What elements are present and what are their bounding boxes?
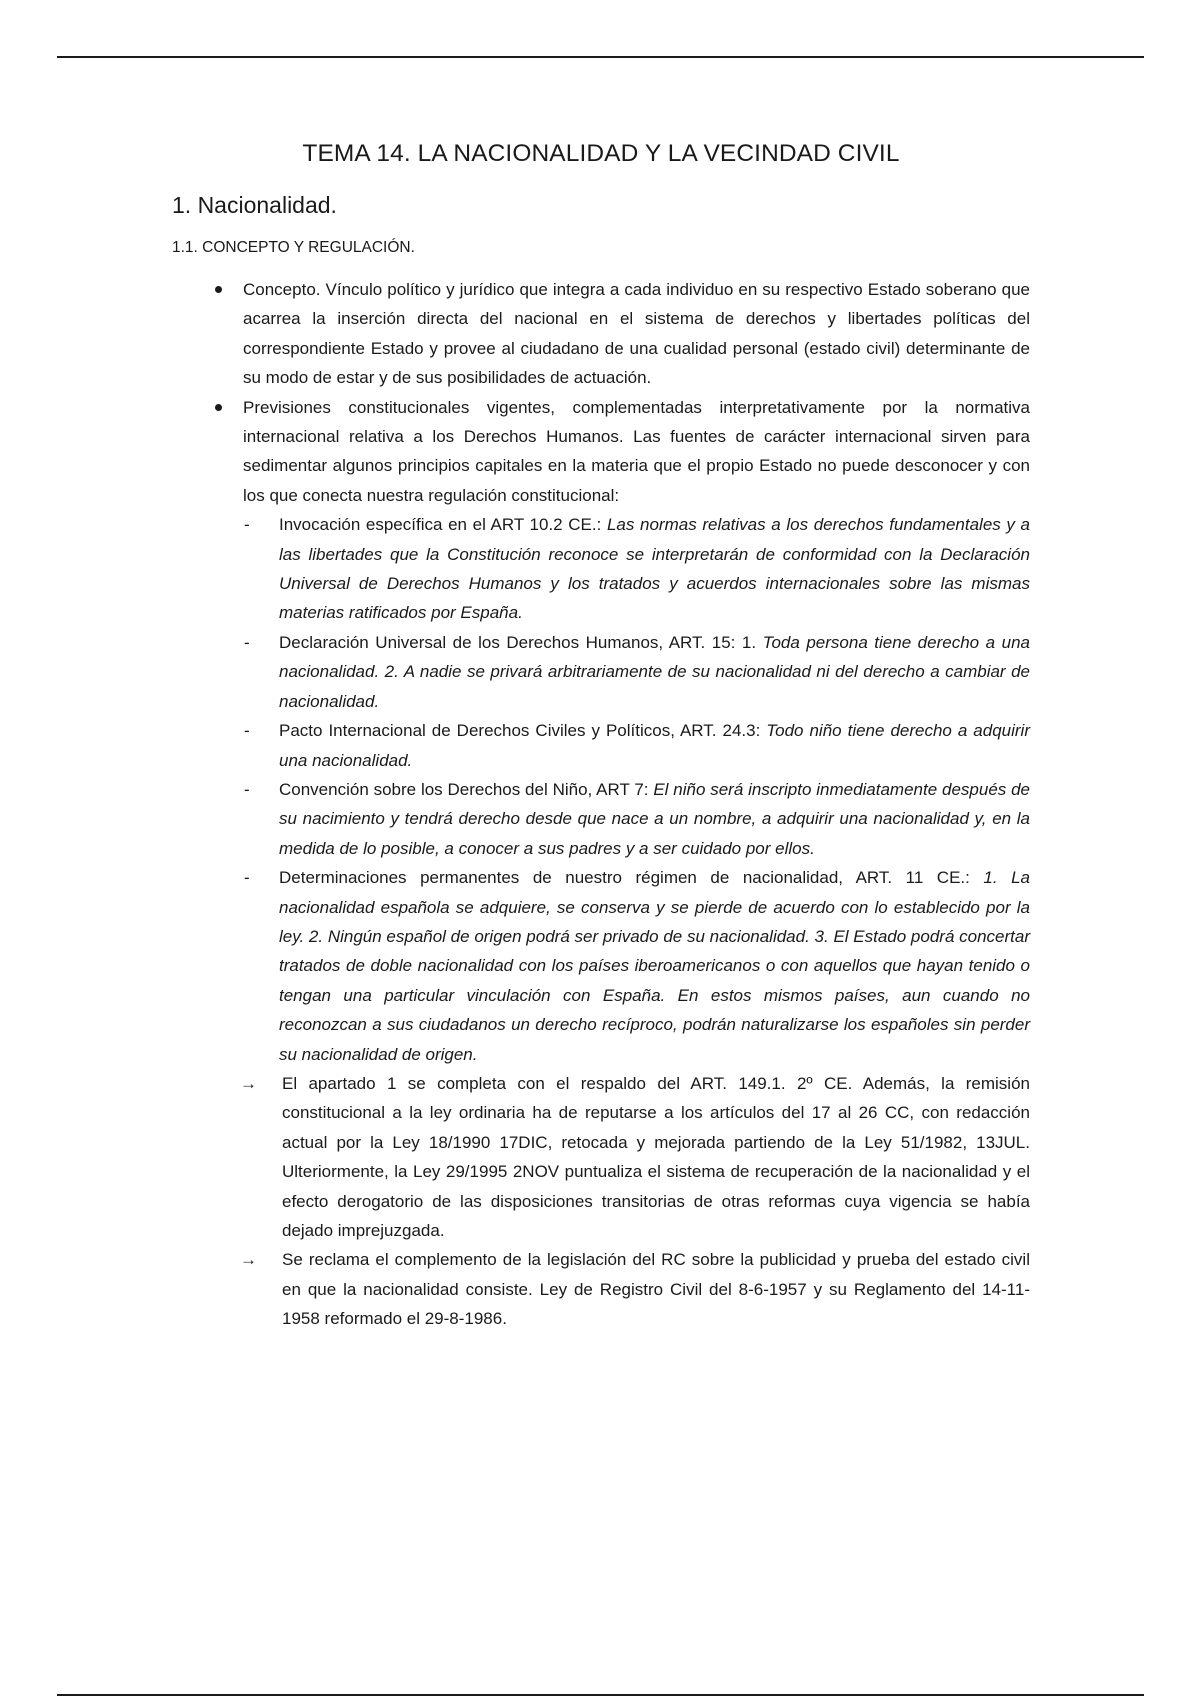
bullet-icon [215, 286, 222, 293]
bullet-text: Concepto. Vínculo político y jurídico que integra a cada individuo en su respectivo Estado soberano que acarrea la inserción directa del nacional en el sistema de derechos y libertades políticas del correspondiente Estado y provee al ciudadano de una cualidad personal (estado civil) determinante de su modo de estar y de sus posibilidades de actuación. [243, 280, 1030, 388]
dash-quote: Todo niño tiene derecho a adquirir una nacionalidad. [279, 721, 1030, 770]
arrow-list [172, 1069, 1030, 1334]
document-title: TEMA 14. LA NACIONALIDAD Y LA VECINDAD CIVIL [302, 140, 900, 167]
dash-lead: Invocación específica en el ART 10.2 CE.: [279, 515, 607, 535]
dash-item [243, 775, 1030, 863]
dash-quote: Las normas relativas a los derechos fundamentales y a las libertades que la Constitución reconoce se interpretarán de conformidad con la Declaración Universal de Derechos Humanos y los tratados y acuerdos internacionales sobre las mismas materias ratificados por España. [279, 515, 1030, 623]
footer-rule [57, 1694, 1144, 1696]
arrow-right-icon: → [240, 1073, 257, 1093]
dash-lead: Convención sobre los Derechos del Niño, ART 7: [279, 779, 654, 799]
subsection-heading: 1.1. CONCEPTO Y REGULACIÓN. [172, 239, 415, 256]
arrow-item [172, 1069, 1030, 1245]
dash-item [243, 510, 1030, 628]
arrow-text: El apartado 1 se completa con el respaldo del ART. 149.1. 2º CE. Además, la remisión constitucional a la ley ordinaria ha de reputarse a los artículos del 17 al 26 CC, con redacción actual por la Ley 18/1990 17DIC, retocada y mejorada partiendo de la Ley 51/1982, 13JUL. Ulteriormente, la Ley 29/1995 2NOV puntualiza el sistema de recuperación de la nacionalidad y el efecto derogatorio de las disposiciones transitorias de otras reformas cuya vigencia se había dejado imprejuzgada. [282, 1073, 1030, 1240]
dash-quote: Toda persona tiene derecho a una nacionalidad. 2. A nadie se privará arbitrariamente de su nacionalidad ni del derecho a cambiar de nacionalidad. [279, 632, 1030, 711]
header-rule [57, 56, 1144, 58]
dash-icon: - [244, 779, 250, 799]
arrow-item [172, 1245, 1030, 1333]
dash-lead: Declaración Universal de los Derechos Humanos, ART. 15: 1. [279, 632, 763, 652]
dash-icon: - [244, 721, 250, 741]
dash-item [243, 628, 1030, 716]
dash-quote: El niño será inscripto inmediatamente después de su nacimiento y tendrá derecho desde que nace a un nombre, a adquirir una nacionalidad y, en la medida de lo posible, a conocer a sus padres y a ser cuidado por ellos. [279, 779, 1030, 858]
dash-icon: - [244, 868, 250, 888]
section-heading: 1. Nacionalidad. [172, 192, 337, 218]
arrow-text: Se reclama el complemento de la legislación del RC sobre la publicidad y prueba del estado civil en que la nacionalidad consiste. Ley de Registro Civil del 8-6-1957 y su Reglamento del 14-11-1958 reformado el 29-8-1986. [282, 1250, 1030, 1329]
dash-icon: - [244, 632, 250, 652]
dash-lead: Pacto Internacional de Derechos Civiles y Políticos, ART. 24.3: [279, 721, 767, 741]
bullet-icon [215, 404, 222, 411]
dash-item [243, 716, 1030, 775]
dash-list [243, 510, 1030, 1069]
dash-lead: Determinaciones permanentes de nuestro régimen de nacionalidad, ART. 11 CE.: [279, 868, 984, 888]
arrow-right-icon: → [240, 1250, 257, 1270]
bullet-item [172, 275, 1030, 393]
bullet-text: Previsiones constitucionales vigentes, complementadas interpretativamente por la normativa internacional relativa a los Derechos Humanos. Las fuentes de carácter internacional sirven para sedimentar algunos principios capitales en la materia que el propio Estado no puede desconocer y con los que conecta nuestra regulación constitucional: [243, 397, 1030, 505]
dash-icon: - [244, 515, 250, 535]
dash-quote: 1. La nacionalidad española se adquiere, se conserva y se pierde de acuerdo con lo establecido por la ley. 2. Ningún español de origen podrá ser privado de su nacionalidad. 3. El Estado podrá concertar tratados de doble nacionalidad con los países iberoamericanos o con aquellos que hayan tenido o tengan una particular vinculación con España. En estos mismos países, aun cuando no reconozcan a sus ciudadanos un derecho recíproco, podrán naturalizarse los españoles sin perder su nacionalidad de origen. [279, 868, 1030, 1064]
bullet-item [172, 393, 1030, 1069]
dash-item [243, 863, 1030, 1069]
bullet-list [172, 275, 1030, 1069]
document-body [172, 140, 1030, 1334]
